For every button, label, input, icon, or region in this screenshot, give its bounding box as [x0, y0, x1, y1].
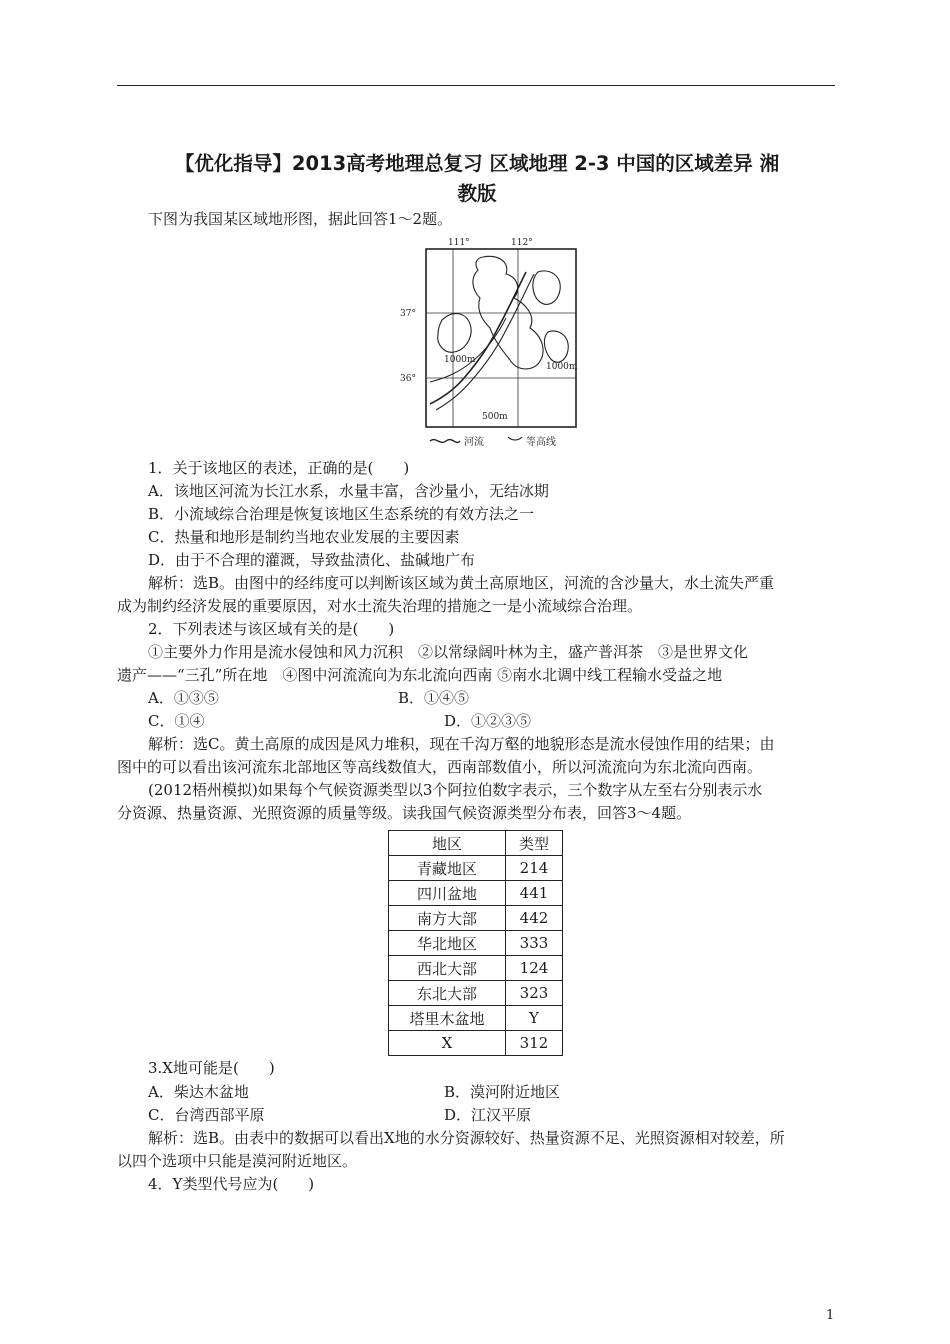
river-main [430, 272, 526, 404]
q1-analysis-line-2: 成为制约经济发展的重要原因，对水土流失治理的措施之一是小流域综合治理。 [117, 597, 643, 615]
table-row [389, 956, 563, 981]
q1-stem: 1．关于该地区的表述，正确的是( ) [148, 459, 410, 477]
q1-option-a: A．该地区河流为长江水系，水量丰富，含沙量小，无结冰期 [148, 482, 549, 500]
table-row [389, 1031, 563, 1056]
table-cell-region: 西北大部 [389, 956, 506, 981]
q3-analysis-line-1: 解析：选B。由表中的数据可以看出X地的水分资源较好、热量资源不足、光照资源相对较差，所 [148, 1129, 785, 1147]
contour-label-1000-west: 1000m [444, 355, 476, 365]
contour-label-1000-east: 1000m [546, 362, 578, 372]
q1-option-d: D．由于不合理的灌溉，导致盐渍化、盐碱地广布 [148, 551, 476, 569]
table-row [389, 856, 563, 881]
map-lat-top: 37° [400, 309, 416, 319]
map-frame [426, 249, 576, 427]
intro-questions-1-2: 下图为我国某区域地形图，据此回答1～2题。 [148, 210, 453, 228]
contour-east-hill [533, 271, 560, 304]
table-cell-region: 四川盆地 [389, 881, 506, 906]
table-cell-region: 东北大部 [389, 981, 506, 1006]
q4-stem: 4．Y类型代号应为( ) [148, 1175, 315, 1193]
legend-contour-symbol [508, 437, 522, 440]
legend-river-label: 河流 [464, 437, 484, 448]
q3-analysis-line-2: 以四个选项中只能是漠河附近地区。 [117, 1152, 358, 1170]
q2-option-c: C．①④ [148, 712, 205, 730]
q2-stem: 2．下列表述与该区域有关的是( ) [148, 620, 395, 638]
table-cell-region: 塔里木盆地 [389, 1006, 506, 1031]
q3-option-a: A．柴达木盆地 [148, 1083, 249, 1101]
table-cell-type: 312 [506, 1031, 563, 1056]
q3-option-c: C．台湾西部平原 [148, 1106, 265, 1124]
contour-label-500: 500m [482, 412, 508, 422]
table-cell-region: 南方大部 [389, 906, 506, 931]
table-row [389, 931, 563, 956]
map-lon-left: 111° [448, 238, 470, 248]
document-title-line-2: 教版 [457, 182, 497, 205]
table-cell-type: 124 [506, 956, 563, 981]
table-row [389, 906, 563, 931]
legend-contour-label: 等高线 [526, 437, 556, 448]
table-cell-region: X [389, 1031, 506, 1056]
climate-resource-table [388, 830, 563, 1056]
q1-option-c: C．热量和地形是制约当地农业发展的主要因素 [148, 528, 460, 546]
topographic-map [398, 232, 586, 450]
table-header-region: 地区 [389, 831, 506, 856]
q1-analysis-line-1: 解析：选B。由图中的经纬度可以判断该区域为黄土高原地区，河流的含沙量大，水土流失严重 [148, 574, 775, 592]
q2-statements-line-1: ①主要外力作用是流水侵蚀和风力沉积 ②以常绿阔叶林为主，盛产普洱茶 ③是世界文化 [148, 643, 749, 661]
q3-stem: 3.X地可能是( ) [148, 1059, 275, 1077]
q3-option-b: B．漠河附近地区 [444, 1083, 561, 1101]
table-row [389, 881, 563, 906]
q2-option-a: A．①③⑤ [148, 689, 219, 707]
river-bank [436, 274, 534, 410]
table-cell-type: 441 [506, 881, 563, 906]
q2-statements-line-2: 遗产——“三孔”所在地 ④图中河流流向为东北流向西南 ⑤南水北调中线工程输水受益之地 [117, 666, 723, 684]
table-header-row [389, 831, 563, 856]
q2-option-d: D．①②③⑤ [444, 712, 532, 730]
table-cell-type: 214 [506, 856, 563, 881]
page-number: 1 [826, 1308, 835, 1323]
table-cell-region: 青藏地区 [389, 856, 506, 881]
q2-option-b: B．①④⑤ [398, 689, 470, 707]
table-cell-type: Y [506, 1006, 563, 1031]
table-cell-type: 333 [506, 931, 563, 956]
map-lat-bottom: 36° [400, 374, 416, 384]
document-title-line-1: 【优化指导】2013高考地理总复习 区域地理 2-3 中国的区域差异 湘 [174, 152, 780, 175]
contour-west-hill [438, 314, 471, 353]
intro-questions-3-4-line-1: (2012梧州模拟)如果每个气候资源类型以3个阿拉伯数字表示，三个数字从左至右分别表示水 [148, 781, 763, 799]
q3-option-d: D．江汉平原 [444, 1106, 532, 1124]
table-row [389, 1006, 563, 1031]
map-lon-right: 112° [511, 238, 533, 248]
table-header-type: 类型 [506, 831, 563, 856]
q2-analysis-line-2: 图中的可以看出该河流东北部地区等高线数值大，西南部数值小，所以河流流向为东北流向西南。 [117, 758, 763, 776]
header-rule [117, 85, 835, 86]
legend-river-symbol [430, 440, 460, 443]
table-row [389, 981, 563, 1006]
q1-option-b: B．小流域综合治理是恢复该地区生态系统的有效方法之一 [148, 505, 535, 523]
table-cell-type: 442 [506, 906, 563, 931]
q2-analysis-line-1: 解析：选C。黄土高原的成因是风力堆积，现在千沟万壑的地貌形态是流水侵蚀作用的结果；由 [148, 735, 775, 753]
table-cell-type: 323 [506, 981, 563, 1006]
table-cell-region: 华北地区 [389, 931, 506, 956]
contour-east-hill-2 [544, 331, 568, 362]
intro-questions-3-4-line-2: 分资源、热量资源、光照资源的质量等级。读我国气候资源类型分布表，回答3～4题。 [117, 804, 692, 822]
